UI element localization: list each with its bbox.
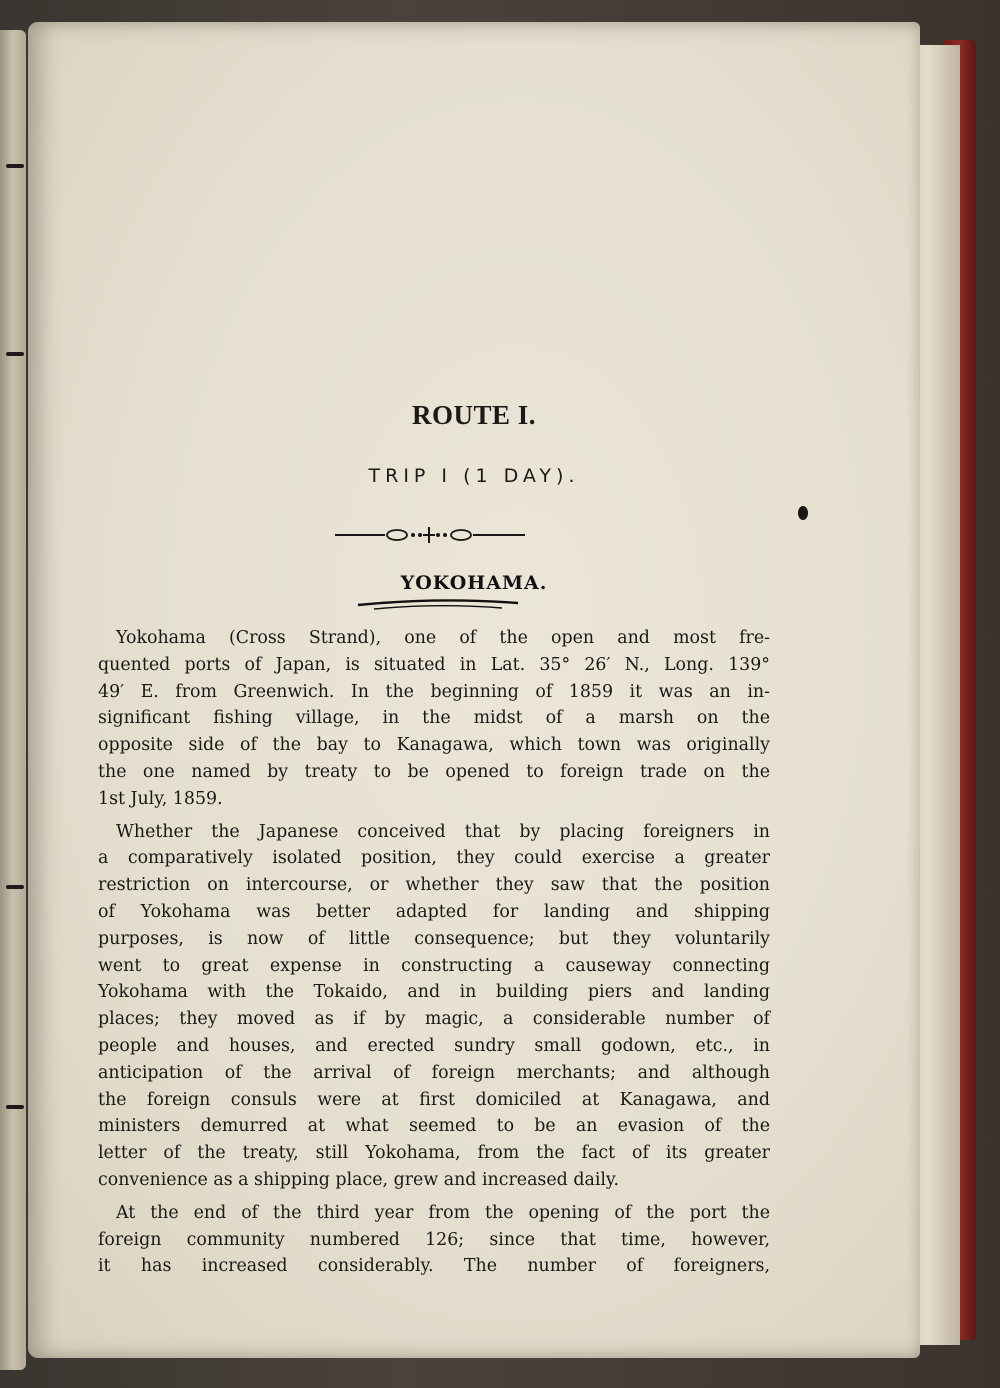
paragraph [98,819,770,1194]
text-line: purposes, is now of little consequence; but they voluntarily [98,928,770,949]
text-line: a comparatively isolated position, they could exercise a greater [98,848,770,869]
binding-stitch [6,885,24,889]
text-line: convenience as a shipping place, grew and increased daily. [98,1169,619,1190]
ink-spot [798,506,808,520]
text-line: ministers demurred at what seemed to be an evasion of the [98,1116,770,1137]
text-line: it has increased considerably. The number of foreigners, [98,1256,770,1277]
trip-heading: TRIP I (1 DAY). [368,465,580,487]
text-line: anticipation of the arrival of foreign merchants; and although [98,1062,770,1083]
route-heading: ROUTE I. [411,400,537,430]
text-line: the foreign consuls were at first domiciled at Kanagawa, and [98,1089,770,1110]
binding-stitch [6,352,24,356]
text-line: letter of the treaty, still Yokohama, from the fact of its greater [98,1143,770,1164]
binding-stitch [6,1105,24,1109]
text-line: opposite side of the bay to Kanagawa, which town was originally [98,735,770,756]
text-line: quented ports of Japan, is situated in Lat. 35° 26′ N., Long. 139° [98,654,770,675]
book-page [28,22,920,1358]
page-body-text [98,625,770,1280]
text-line: significant fishing village, in the midst of a marsh on the [98,708,770,729]
text-line: Yokohama with the Tokaido, and in building piers and landing [98,982,770,1003]
text-line: went to great expense in constructing a causeway connecting [98,955,770,976]
text-line: foreign community numbered 126; since that time, however, [98,1229,770,1250]
text-line: At the end of the third year from the opening of the port the [116,1202,770,1223]
paragraph [98,625,770,813]
text-line: the one named by treaty to be opened to foreign trade on the [98,761,770,782]
text-line: 49′ E. from Greenwich. In the beginning of 1859 it was an in- [98,681,770,702]
text-line: 1st July, 1859. [98,788,223,809]
title-underline-swash-icon [354,595,522,611]
text-line: restriction on intercourse, or whether they saw that the position [98,875,770,896]
text-line: Whether the Japanese conceived that by placing foreigners in [116,821,770,842]
text-line: Yokohama (Cross Strand), one of the open and most fre- [116,628,770,648]
facing-page-edge [0,30,26,1370]
text-line: people and houses, and erected sundry small godown, etc., in [98,1035,770,1056]
paragraph [98,1200,770,1280]
section-title: YOKOHAMA. [400,572,548,594]
text-line: places; they moved as if by magic, a considerable number of [98,1009,770,1030]
text-line: of Yokohama was better adapted for landing and shipping [98,901,770,922]
binding-stitch [6,164,24,168]
ornament-divider-icon [333,524,533,546]
